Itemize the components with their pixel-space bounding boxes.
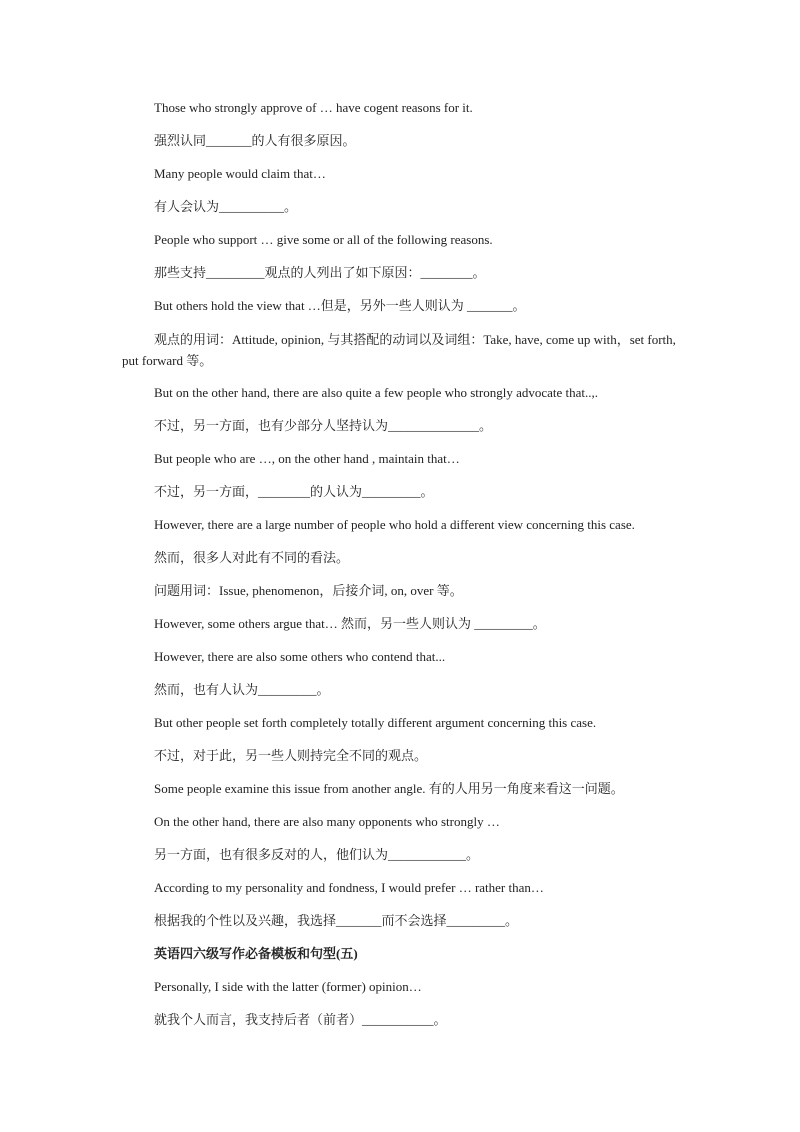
- text-line: 问题用词：Issue, phenomenon，后接介词, on, over 等。: [154, 583, 463, 598]
- text-paragraph: 观点的用词：Attitude, opinion, 与其搭配的动词以及词组：Take, have, come up with，set forth, put forward 等。: [122, 332, 676, 368]
- text-line: 不过，对于此，另一些人则持完全不同的观点。: [154, 748, 428, 763]
- text-line: But other people set forth completely totally different argument concerning this case.: [154, 715, 597, 730]
- text-line: 另一方面，也有很多反对的人，他们认为____________。: [154, 847, 480, 862]
- text-line: People who support … give some or all of the following reasons.: [154, 232, 493, 247]
- text-line: However, there are also some others who contend that...: [154, 649, 446, 664]
- text-line: But on the other hand, there are also quite a few people who strongly advocate that..,.: [154, 385, 599, 400]
- text-line: 然而，也有人认为_________。: [154, 682, 330, 697]
- text-line: Some people examine this issue from another angle. 有的人用另一角度来看这一问题。: [154, 781, 624, 796]
- text-line: 不过，另一方面，也有少部分人坚持认为______________。: [154, 418, 493, 433]
- text-line: On the other hand, there are also many opponents who strongly …: [154, 814, 500, 829]
- text-line: 有人会认为__________。: [154, 199, 298, 214]
- text-line: According to my personality and fondness, I would prefer … rather than…: [154, 880, 544, 895]
- text-line: But people who are …, on the other hand , maintain that…: [154, 451, 460, 466]
- text-line: 不过，另一方面，________的人认为_________。: [154, 484, 434, 499]
- text-line: But others hold the view that …但是，另外一些人则认为 _______。: [154, 298, 526, 313]
- text-line: However, some others argue that… 然而，另一些人则认为 _________。: [154, 616, 546, 631]
- text-line: Many people would claim that…: [154, 166, 326, 181]
- text-line: 然而，很多人对此有不同的看法。: [154, 550, 350, 565]
- text-line: Those who strongly approve of … have cogent reasons for it.: [154, 100, 473, 115]
- text-line: However, there are a large number of people who hold a different view concerning this case.: [154, 517, 635, 532]
- section-heading: 英语四六级写作必备模板和句型(五): [154, 946, 358, 961]
- text-line: 根据我的个性以及兴趣，我选择_______而不会选择_________。: [154, 913, 519, 928]
- text-line: 强烈认同_______的人有很多原因。: [154, 133, 356, 148]
- text-line: Personally, I side with the latter (former) opinion…: [154, 979, 422, 994]
- text-line: 那些支持_________观点的人列出了如下原因：________。: [154, 265, 486, 280]
- text-line: 就我个人而言，我支持后者（前者）___________。: [154, 1012, 447, 1027]
